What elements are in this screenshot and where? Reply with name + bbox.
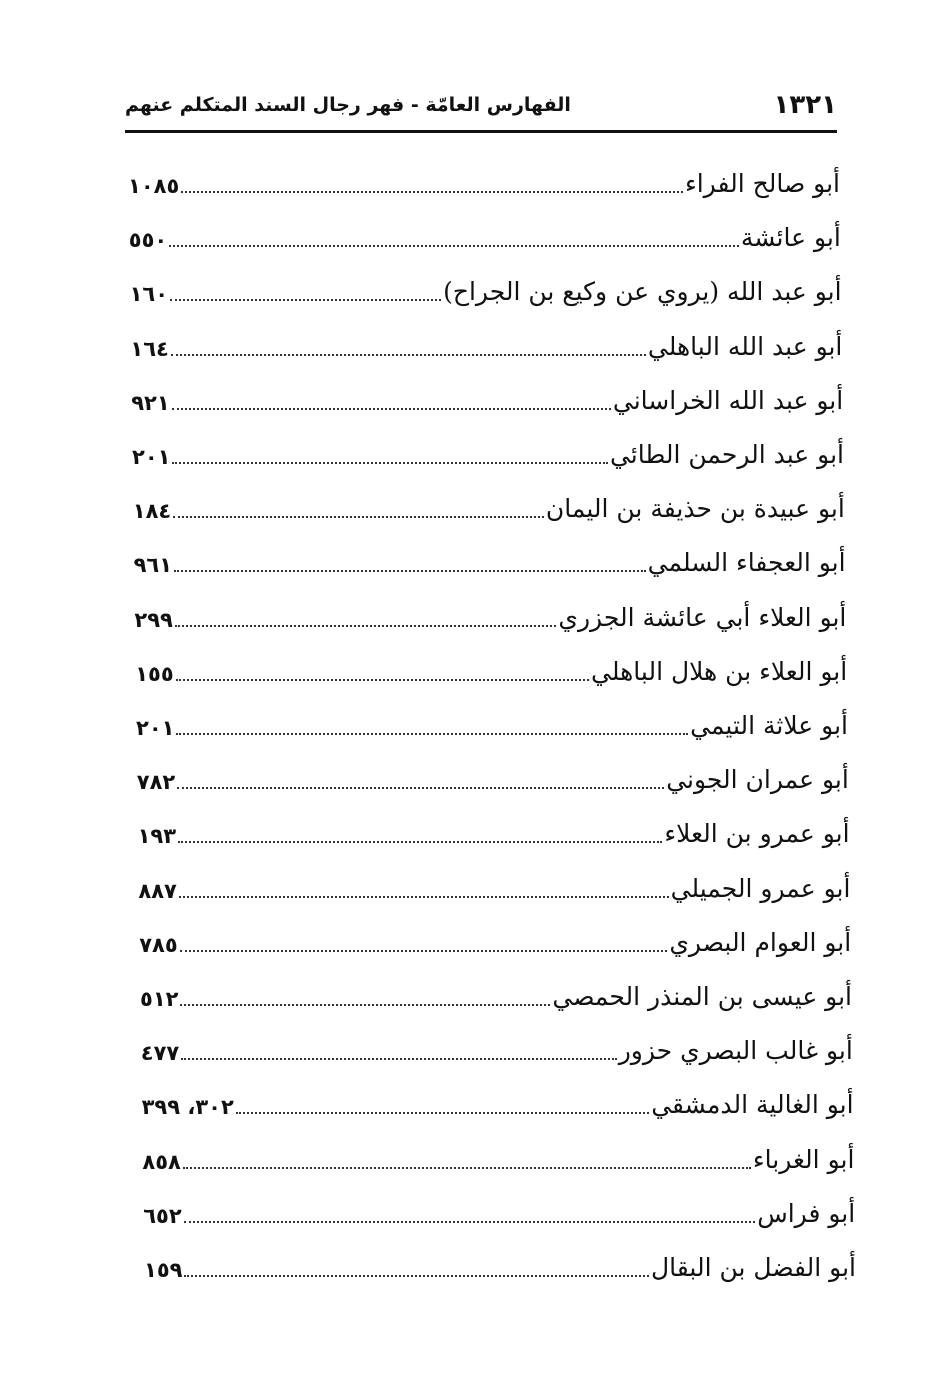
index-entry: [130, 270, 842, 310]
entry-name: أبو الغالية الدمشقي: [651, 1090, 854, 1120]
entry-page-numbers: ٦٥٢: [143, 1203, 182, 1228]
index-entry: [136, 704, 848, 744]
dot-leader: [236, 1112, 649, 1114]
index-entry: [143, 1192, 855, 1232]
entry-name: أبو عمرو الجميلي: [670, 873, 851, 903]
dot-leader: [171, 354, 646, 356]
dot-leader: [169, 245, 739, 247]
entry-page-numbers: ١٦٤: [130, 336, 169, 361]
entry-name: أبو عبيدة بن حذيفة بن اليمان: [545, 494, 845, 524]
dot-leader: [170, 299, 441, 301]
entry-page-numbers: ٧٨٢: [136, 770, 176, 795]
entry-name: أبو عبد الرحمن الطائي: [609, 440, 844, 469]
entry-page-numbers: ٩٦١: [133, 553, 173, 578]
dot-leader: [178, 841, 662, 843]
dot-leader: [173, 516, 544, 518]
entry-name: أبو العلاء أبي عائشة الجزري: [558, 602, 847, 632]
dot-leader: [181, 1058, 616, 1060]
entry-page-numbers: ٥١٢: [140, 987, 179, 1011]
dot-leader: [172, 408, 611, 410]
dot-leader: [184, 1275, 649, 1277]
dot-leader: [175, 625, 557, 627]
index-entry: [141, 1029, 853, 1069]
dot-leader: [179, 896, 669, 898]
index-entry: [144, 1246, 856, 1286]
entry-name: أبو عبد الله (يروي عن وكيع بن الجراح): [443, 277, 842, 307]
index-entry: [129, 216, 841, 256]
dot-leader: [180, 950, 668, 952]
entry-name: أبو الغرباء: [752, 1144, 855, 1174]
index-entry: [142, 1083, 854, 1123]
entry-name: أبو غالب البصري حزور: [618, 1036, 853, 1066]
entry-page-numbers: ٤٧٧: [140, 1041, 180, 1066]
index-entry: [132, 433, 844, 473]
dot-leader: [180, 1004, 550, 1006]
entry-name: أبو عبد الله الخراساني: [612, 385, 844, 415]
entry-page-numbers: ١٨٤: [132, 499, 172, 524]
dot-leader: [181, 191, 683, 193]
index-entry: [128, 162, 840, 202]
dot-leader: [176, 733, 688, 735]
running-title: الفهارس العامّة - فهر رجال السند المتكلم عنهم: [125, 94, 571, 116]
entry-name: أبو العلاء بن هلال الباهلي: [591, 656, 848, 686]
entry-page-numbers: ١٦٠: [129, 282, 169, 307]
entry-page-numbers: ٢٠١: [136, 716, 175, 740]
index-entry: [138, 812, 850, 852]
entry-page-numbers: ٨٥٨: [142, 1149, 181, 1174]
dot-leader: [174, 570, 646, 572]
entry-name: أبو عمران الجوني: [666, 765, 849, 795]
entry-page-numbers: ٢٩٩: [134, 607, 173, 632]
entry-name: أبو صالح الفراء: [684, 169, 840, 198]
entry-page-numbers: ١٩٣: [137, 824, 177, 849]
index-entry: [131, 379, 843, 419]
dot-leader: [172, 462, 608, 464]
index-entry: [134, 596, 846, 636]
index-entry: [138, 867, 850, 907]
entry-page-numbers: ٨٨٧: [138, 878, 177, 903]
index-entry: [130, 325, 842, 365]
dot-leader: [183, 1167, 751, 1169]
entry-page-numbers: ٢٠١: [132, 445, 171, 469]
entry-page-numbers: ٥٥٠: [128, 228, 168, 253]
index-entry: [142, 1138, 854, 1178]
entry-page-numbers: ٧٨٥: [139, 932, 178, 957]
index-entry: [139, 921, 851, 961]
entry-page-numbers: ١٥٩: [144, 1258, 183, 1282]
entry-name: أبو علاثة التيمي: [690, 711, 848, 740]
dot-leader: [184, 1221, 756, 1223]
entry-name: أبو العوام البصري: [669, 927, 852, 957]
index-entry: [135, 650, 847, 690]
entry-name: أبو عيسى بن المنذر الحمصي: [552, 982, 852, 1011]
index-entry: [140, 975, 852, 1015]
entry-name: أبو العجفاء السلمي: [647, 548, 846, 578]
entry-name: أبو فراس: [757, 1198, 856, 1228]
entry-page-numbers: ١٥٥: [135, 661, 174, 686]
entry-page-numbers: ٣٠٢، ٣٩٩: [141, 1095, 234, 1120]
index-entry: [137, 758, 849, 798]
entry-name: أبو عمرو بن العلاء: [664, 819, 850, 849]
entry-name: أبو عبد الله الباهلي: [647, 331, 843, 361]
entry-page-numbers: ١٠٨٥: [128, 174, 180, 198]
index-entry: [134, 541, 846, 581]
entry-name: أبو عائشة: [740, 223, 841, 253]
entry-name: أبو الفضل بن البقال: [650, 1253, 856, 1282]
entry-page-numbers: ٩٢١: [131, 390, 170, 415]
page-number: ١٣٢١: [773, 90, 837, 120]
dot-leader: [176, 679, 589, 681]
dot-leader: [177, 787, 664, 789]
index-entry: [133, 487, 845, 527]
